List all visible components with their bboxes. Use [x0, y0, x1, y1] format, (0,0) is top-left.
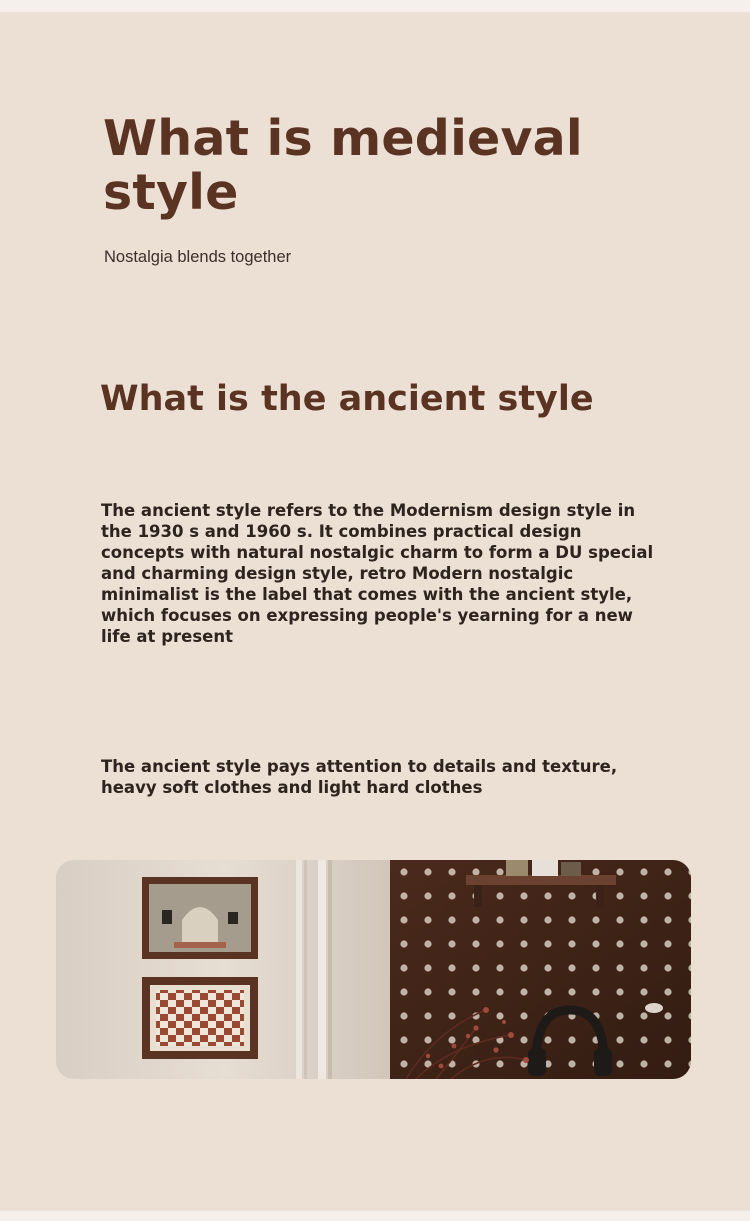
section-title: What is the ancient style — [100, 379, 594, 419]
section-paragraph-2: The ancient style pays attention to details and texture, heavy soft clothes and light hard clothes — [101, 757, 618, 797]
wall-hook — [645, 1003, 663, 1013]
bottom-band — [0, 1211, 750, 1221]
wall-shelf — [466, 875, 616, 885]
section-paragraph-1: The ancient style refers to the Modernism design style in the 1930 s and 1960 s. It combines practical design concepts with natural nostalgic charm to form a DU special and charming design style, retro Modern nostalgic minimalist is the label that comes with the ancient style, which focuses on expressing people's yearning for a new life at present — [101, 501, 654, 646]
hero-title: What is medieval style — [103, 110, 583, 221]
interior-photo — [56, 860, 691, 1079]
interior-photo-illustration — [56, 860, 691, 1079]
top-band — [0, 0, 750, 12]
hero-subtitle: Nostalgia blends together — [104, 248, 292, 266]
